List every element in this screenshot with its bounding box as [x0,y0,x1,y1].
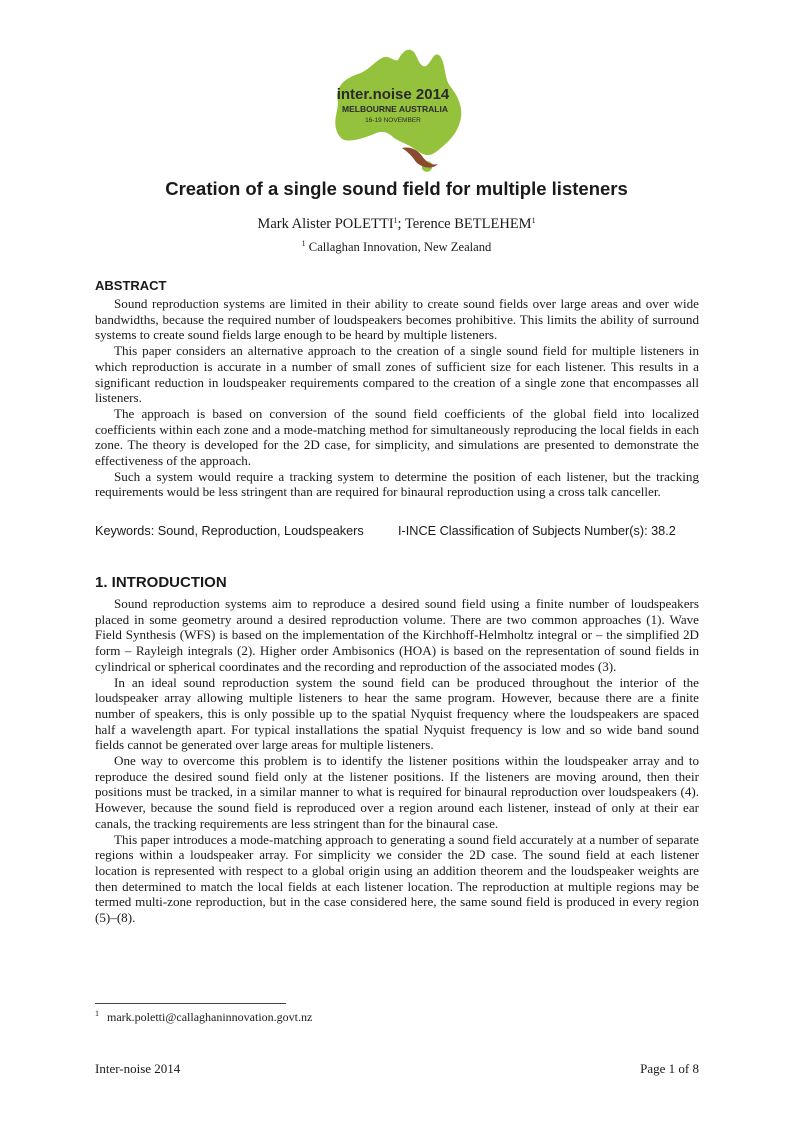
abstract-body [95,296,699,500]
logo-location: MELBOURNE AUSTRALIA [342,104,448,114]
introduction-paragraph: In an ideal sound reproduction system the sound field can be produced throughout the interior of the loudspeaker array allowing multiple listeners to hear the same program. However, because there are a finite number of speakers, this is only possible up to the spatial Nyquist frequency where the loudspeakers are spaced half a wavelength apart. For typical installations the spatial Nyquist frequency is low and so wide band sound fields cannot be generated over large areas for multiple listeners. [95,674,699,753]
affiliation-mark: 1 [393,216,398,225]
paper-title: Creation of a single sound field for multiple listeners [165,178,628,199]
abstract-heading: ABSTRACT [95,278,167,293]
logo-title: inter.noise 2014 [336,86,450,103]
author-separator: ; [397,216,405,232]
introduction-paragraph: This paper introduces a mode-matching approach to generating a sound field accurately at a number of separate regions within a loudspeaker array. For simplicity we consider the 2D case. The sound field at each listener location is represented with respect to a global origin using an addition theorem and the loudspeaker weights are then determined to match the local fields at each listener location. The reproduction at multiple regions may be termed multi-zone reproduction, but in the case considered here, the same sound field is produced in every region (5)–(8). [95,831,699,926]
conference-logo [318,44,468,176]
introduction-paragraph: Sound reproduction systems aim to reproduce a desired sound field using a finite number of loudspeakers placed in some geometry around a desired reproduction volume. There are two common approaches (1). Wave Field Synthesis (WFS) is based on the implementation of the Kirchhoff-Helmholtz integral or – the simplified 2D form – Rayleigh integrals (2). Higher order Ambisonics (HOA) is based on the representation of sound fields in cylindrical or spherical coordinates and the recording and reproduction of the associated modes (3). [95,596,699,674]
footnote [95,1010,312,1025]
introduction-paragraph: One way to overcome this problem is to identify the listener positions within the loudspeaker array and to reproduce the desired sound field only at the listener positions. If the listeners are moving around, then their positions must be tracked, in a similar manner to what is required for binaural reproduction over loudspeakers (4). However, because the sound field is reproduced over a region around each listener, instead of only at their ear canals, the tracking requirements are less stringent than for the binaural case. [95,753,699,831]
australia-map-icon [318,44,468,176]
logo-dates: 16-19 NOVEMBER [365,117,421,124]
footnote-mark: 1 [95,1009,99,1018]
introduction-body [95,596,699,926]
affiliation-text: Callaghan Innovation, New Zealand [308,240,492,254]
author-name: Terence BETLEHEM [404,216,532,232]
affiliation-mark: 1 [301,239,306,248]
classification: I-INCE Classification of Subjects Number(s): 38.2 [398,524,676,538]
footnote-email: mark.poletti@callaghaninnovation.govt.nz [107,1010,313,1024]
keywords: Keywords: Sound, Reproduction, Loudspeakers [95,524,364,538]
author-list [0,216,793,233]
affiliation [0,240,793,255]
introduction-heading: 1. INTRODUCTION [95,574,227,591]
abstract-paragraph: Such a system would require a tracking system to determine the position of each listener, but the tracking requirements would be less stringent than are required for binaural reproduction using a cross talk canceller. [95,468,699,500]
abstract-paragraph: The approach is based on conversion of the sound field coefficients of the global field into localized coefficients within each zone and a mode-matching method for simultaneously reproducing the local fields in each zone. The theory is developed for the 2D case, for simplicity, and simulations are presented to demonstrate the effectiveness of the approach. [95,405,699,469]
footer-conference: Inter-noise 2014 [95,1061,181,1076]
author-name: Mark Alister POLETTI [257,216,394,232]
footnote-rule [95,1003,286,1004]
abstract-paragraph: This paper considers an alternative approach to the creation of a single sound field for multiple listeners in which reproduction is accurate in a number of small zones of sufficient size for each listener. This results in a significant reduction in loudspeaker requirements compared to the creation of a single zone that encompasses all listeners. [95,343,699,406]
affiliation-mark: 1 [531,216,536,225]
abstract-paragraph: Sound reproduction systems are limited in their ability to create sound fields over large areas and over wide bandwidths, because the required number of loudspeakers becomes prohibitive. This limits the ability of surround systems to create sound fields large enough to be heard by multiple listeners. [95,296,699,343]
footer-page-number: Page 1 of 8 [640,1061,699,1076]
